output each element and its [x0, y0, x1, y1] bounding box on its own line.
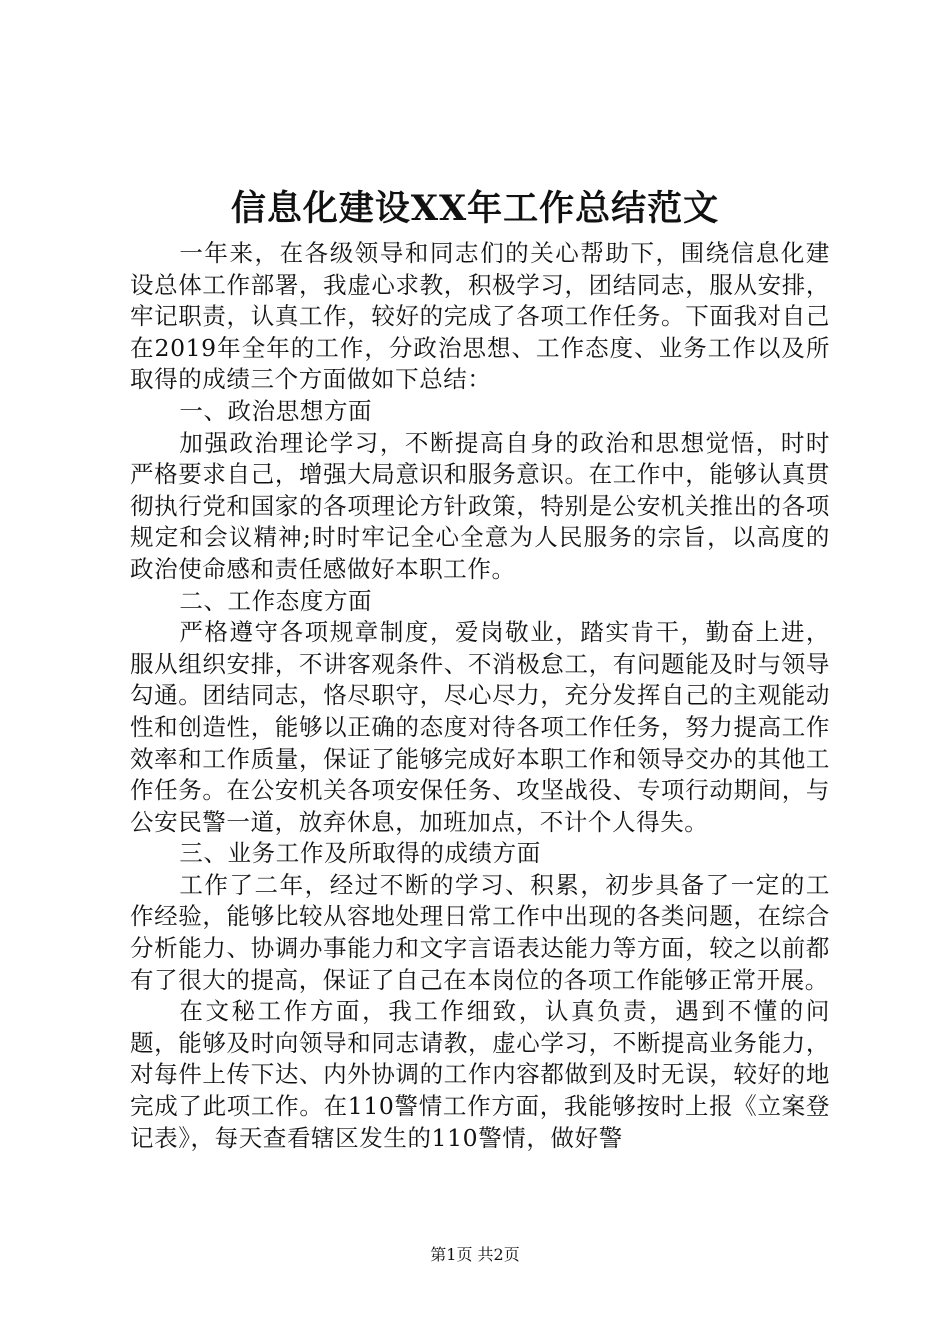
section-heading-attitude: 二、工作态度方面	[179, 586, 373, 615]
document-title: 信息化建设XX年工作总结范文	[230, 188, 720, 229]
paragraph-intro: 一年来，在各级领导和同志们的关心帮助下，围绕信息化建设总体工作部署，我虚心求教，积极学习，团结同志，服从安排，牢记职责，认真工作，较好的完成了各项工作任务。下面我对自己在2019年全年的工作，分政治思想、工作态度、业务工作以及所取得的成绩三个方面做如下总结：	[130, 239, 830, 394]
paragraph-secretarial: 在文秘工作方面，我工作细致，认真负责，遇到不懂的问题，能够及时向领导和同志请教，虚心学习，不断提高业务能力，对每件上传下达、内外协调的工作内容都做到及时无误，较好的地完成了此项工作。在110警情工作方面，我能够按时上报《立案登记表》，每天查看辖区发生的110警情，做好警	[130, 997, 830, 1152]
section-heading-political: 一、政治思想方面	[179, 396, 373, 425]
paragraph-political: 加强政治理论学习，不断提高自身的政治和思想觉悟，时时严格要求自己，增强大局意识和服务意识。在工作中，能够认真贯彻执行党和国家的各项理论方针政策，特别是公安机关推出的各项规定和会议精神;时时牢记全心全意为人民服务的宗旨，以高度的政治使命感和责任感做好本职工作。	[130, 428, 830, 583]
paragraph-business: 工作了二年，经过不断的学习、积累，初步具备了一定的工作经验，能够比较从容地处理日常工作中出现的各类问题，在综合分析能力、协调办事能力和文字言语表达能力等方面，较之以前都有了很大的提高，保证了自己在本岗位的各项工作能够正常开展。	[130, 870, 830, 994]
section-heading-business: 三、业务工作及所取得的成绩方面	[179, 839, 541, 868]
page-number: 第1页	[430, 1245, 473, 1264]
page-footer	[0, 1243, 950, 1267]
document-body	[130, 238, 830, 1154]
page-total: 共2页	[477, 1245, 520, 1264]
paragraph-attitude: 严格遵守各项规章制度，爱岗敬业，踏实肯干，勤奋上进，服从组织安排，不讲客观条件、不消极怠工，有问题能及时与领导勾通。团结同志，恪尽职守，尽心尽力，充分发挥自己的主观能动性和创造性，能够以正确的态度对待各项工作任务，努力提高工作效率和工作质量，保证了能够完成好本职工作和领导交办的其他工作任务。在公安机关各项安保任务、攻坚战役、专项行动期间，与公安民警一道，放弃休息，加班加点，不计个人得失。	[130, 618, 830, 836]
